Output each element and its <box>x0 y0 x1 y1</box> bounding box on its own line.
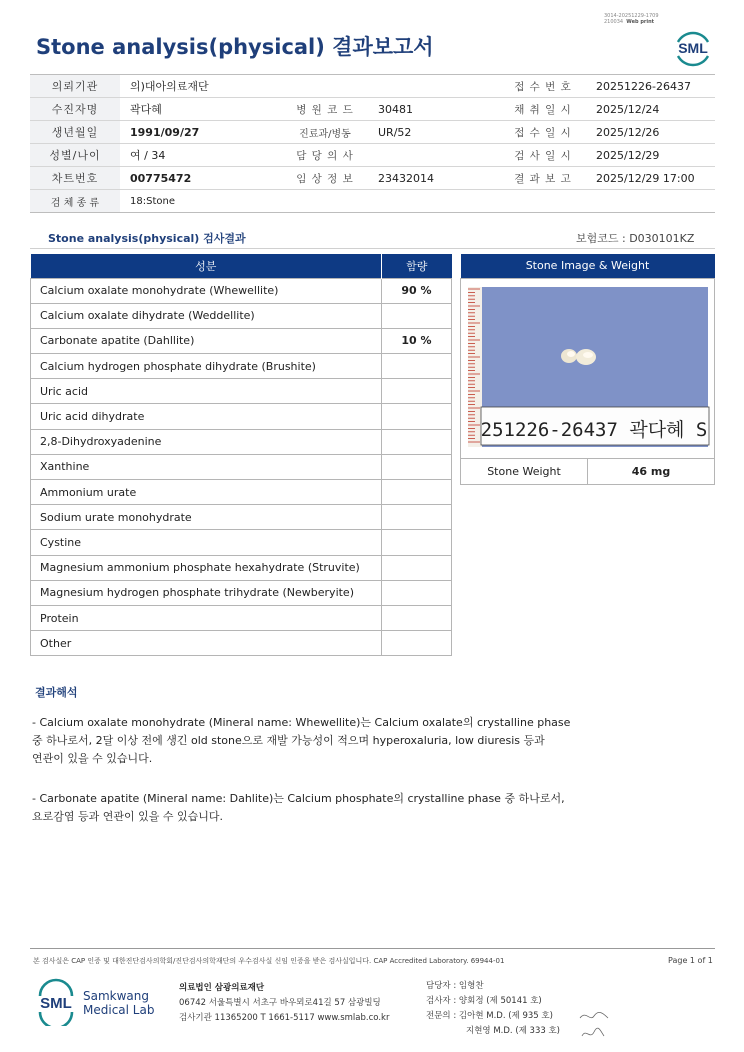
table-row <box>31 480 452 505</box>
component-content: 90 % <box>382 278 452 303</box>
footer-divider <box>30 948 715 949</box>
table-row <box>31 404 452 429</box>
birth-label: 생년월일 <box>30 121 120 144</box>
stone-image-table <box>460 254 715 485</box>
component-name: Calcium hydrogen phosphate dihydrate (Brushite) <box>31 354 382 379</box>
table-row <box>31 429 452 454</box>
table-row <box>31 354 452 379</box>
stone-weight-value: 46 mg <box>588 458 715 484</box>
patient-info-table <box>30 74 715 213</box>
test-date-value: 2025/12/29 <box>584 144 715 167</box>
component-content <box>382 354 452 379</box>
dept-value: UR/52 <box>366 121 502 144</box>
table-row <box>31 328 452 353</box>
table-row <box>31 530 452 555</box>
institution-info: 의료법인 삼광의료재단 06742 서울특별시 서초구 바우뫼로41길 57 삼광빌딩 검사기관 11365200 T 1661-5117 www.smlab.co.kr <box>179 983 390 1023</box>
component-name: Magnesium hydrogen phosphate trihydrate (Newberyite) <box>31 580 382 605</box>
table-row <box>31 605 452 630</box>
collection-date-value: 2025/12/24 <box>584 98 715 121</box>
component-content <box>382 505 452 530</box>
component-name: Cystine <box>31 530 382 555</box>
signature-icon <box>578 1008 610 1042</box>
insurance-code: 보험코드 : D030101KZ <box>576 232 695 245</box>
info-row <box>30 98 715 121</box>
examinee-label: 수진자명 <box>30 98 120 121</box>
sex-age-label: 성별/나이 <box>30 144 120 167</box>
table-row <box>31 303 452 328</box>
component-content <box>382 605 452 630</box>
component-name: Ammonium urate <box>31 480 382 505</box>
hospital-code-label: 병 원 코 드 <box>284 98 366 121</box>
results-section-title: Stone analysis(physical) 검사결과 <box>48 232 246 245</box>
requester-label: 의뢰기관 <box>30 75 120 98</box>
sml-footer-logo-icon <box>36 978 76 1026</box>
component-name: Calcium oxalate monohydrate (Whewellite) <box>31 278 382 303</box>
component-content <box>382 580 452 605</box>
info-row <box>30 167 715 190</box>
component-name: 2,8-Dihydroxyadenine <box>31 429 382 454</box>
table-row <box>31 555 452 580</box>
component-content <box>382 480 452 505</box>
stone-weight-label: Stone Weight <box>461 458 588 484</box>
sex-age-value: 여 / 34 <box>120 144 284 167</box>
document-code: 3014-20251229-1709 210034 Web print <box>604 13 659 25</box>
receipt-date-value: 2025/12/26 <box>584 121 715 144</box>
receipt-no-label: 접 수 번 호 <box>502 75 584 98</box>
component-content <box>382 631 452 656</box>
interpretation-title: 결과해석 <box>35 686 78 699</box>
component-content <box>382 530 452 555</box>
certification-note: 본 검사실은 CAP 인증 및 대한진단검사의학회/진단검사의학재단의 우수검사실 신임 인증을 받은 검사실입니다. CAP Accredited Laboratory. 69944-01 <box>33 957 505 965</box>
requester-value: 의)대아의료재단 <box>120 75 502 98</box>
interpretation-paragraph-1: - Calcium oxalate monohydrate (Mineral name: Whewellite)는 Calcium oxalate의 crystalline phase 중 하나로서, 2달 이상 전에 생긴 old stone으로 재발 가능성이 적으며 hyperoxaluria, low diuresis 등과 연관이 있을 수 있습니다. <box>32 716 571 765</box>
divider <box>30 248 715 249</box>
table-row <box>31 379 452 404</box>
brand-name: Samkwang Medical Lab <box>83 989 155 1017</box>
content-header: 함량 <box>382 254 452 278</box>
component-content <box>382 429 452 454</box>
table-row <box>31 505 452 530</box>
collection-date-label: 채 취 일 시 <box>502 98 584 121</box>
component-content <box>382 454 452 479</box>
table-row <box>31 454 452 479</box>
component-name: Uric acid <box>31 379 382 404</box>
specimen-value: 18:Stone <box>120 190 715 213</box>
component-content: 10 % <box>382 328 452 353</box>
clinical-label: 임 상 정 보 <box>284 167 366 190</box>
staff-info: 담당자 : 임형찬 검사자 : 양회정 (제 50141 호) 전문의 : 김아현 M.D. (제 935 호) 지현영 M.D. (제 333 호) <box>426 981 561 1036</box>
hospital-code-value: 30481 <box>366 98 502 121</box>
table-row <box>31 580 452 605</box>
sml-logo-icon <box>672 26 714 68</box>
component-name: Calcium oxalate dihydrate (Weddellite) <box>31 303 382 328</box>
component-name: Other <box>31 631 382 656</box>
stone-image-cell <box>461 278 715 458</box>
report-title: Stone analysis(physical) 결과보고서 <box>36 35 434 59</box>
info-row <box>30 190 715 213</box>
component-name: Protein <box>31 605 382 630</box>
report-value: 2025/12/29 17:00 <box>584 167 715 190</box>
chart-no-value: 00775472 <box>120 167 284 190</box>
component-name: Uric acid dihydrate <box>31 404 382 429</box>
examinee-value: 곽다혜 <box>120 98 284 121</box>
stone-image-header: Stone Image & Weight <box>461 254 715 278</box>
birth-value: 1991/09/27 <box>120 121 284 144</box>
component-content <box>382 303 452 328</box>
receipt-date-label: 접 수 일 시 <box>502 121 584 144</box>
component-content <box>382 555 452 580</box>
clinical-value: 23432014 <box>366 167 502 190</box>
specimen-label: 검 체 종 류 <box>30 190 120 213</box>
chart-no-label: 차트번호 <box>30 167 120 190</box>
svg-text:SML: SML <box>40 995 72 1012</box>
component-content <box>382 379 452 404</box>
component-name: Sodium urate monohydrate <box>31 505 382 530</box>
info-row <box>30 121 715 144</box>
doctor-value <box>366 144 502 167</box>
info-row <box>30 144 715 167</box>
stone-label-text: 251226-26437 곽다혜 S <box>480 418 708 441</box>
interpretation-paragraph-2: - Carbonate apatite (Mineral name: Dahlite)는 Calcium phosphate의 crystalline phase 중 하나로서, 요로감염 등과 연관이 있을 수 있습니다. <box>32 792 565 823</box>
table-row <box>31 631 452 656</box>
component-content <box>382 404 452 429</box>
component-name: Magnesium ammonium phosphate hexahydrate (Struvite) <box>31 555 382 580</box>
report-label: 결 과 보 고 <box>502 167 584 190</box>
dept-label: 진료과/병동 <box>284 121 366 144</box>
doctor-label: 담 당 의 사 <box>284 144 366 167</box>
test-date-label: 검 사 일 시 <box>502 144 584 167</box>
info-row <box>30 75 715 98</box>
component-table <box>30 254 452 656</box>
receipt-no-value: 20251226-26437 <box>584 75 715 98</box>
table-row <box>31 278 452 303</box>
svg-text:SML: SML <box>678 40 708 56</box>
component-name: Xanthine <box>31 454 382 479</box>
stone-photo <box>461 279 714 455</box>
page-number: Page 1 of 1 <box>668 956 713 965</box>
component-header: 성분 <box>31 254 382 278</box>
component-name: Carbonate apatite (Dahllite) <box>31 328 382 353</box>
